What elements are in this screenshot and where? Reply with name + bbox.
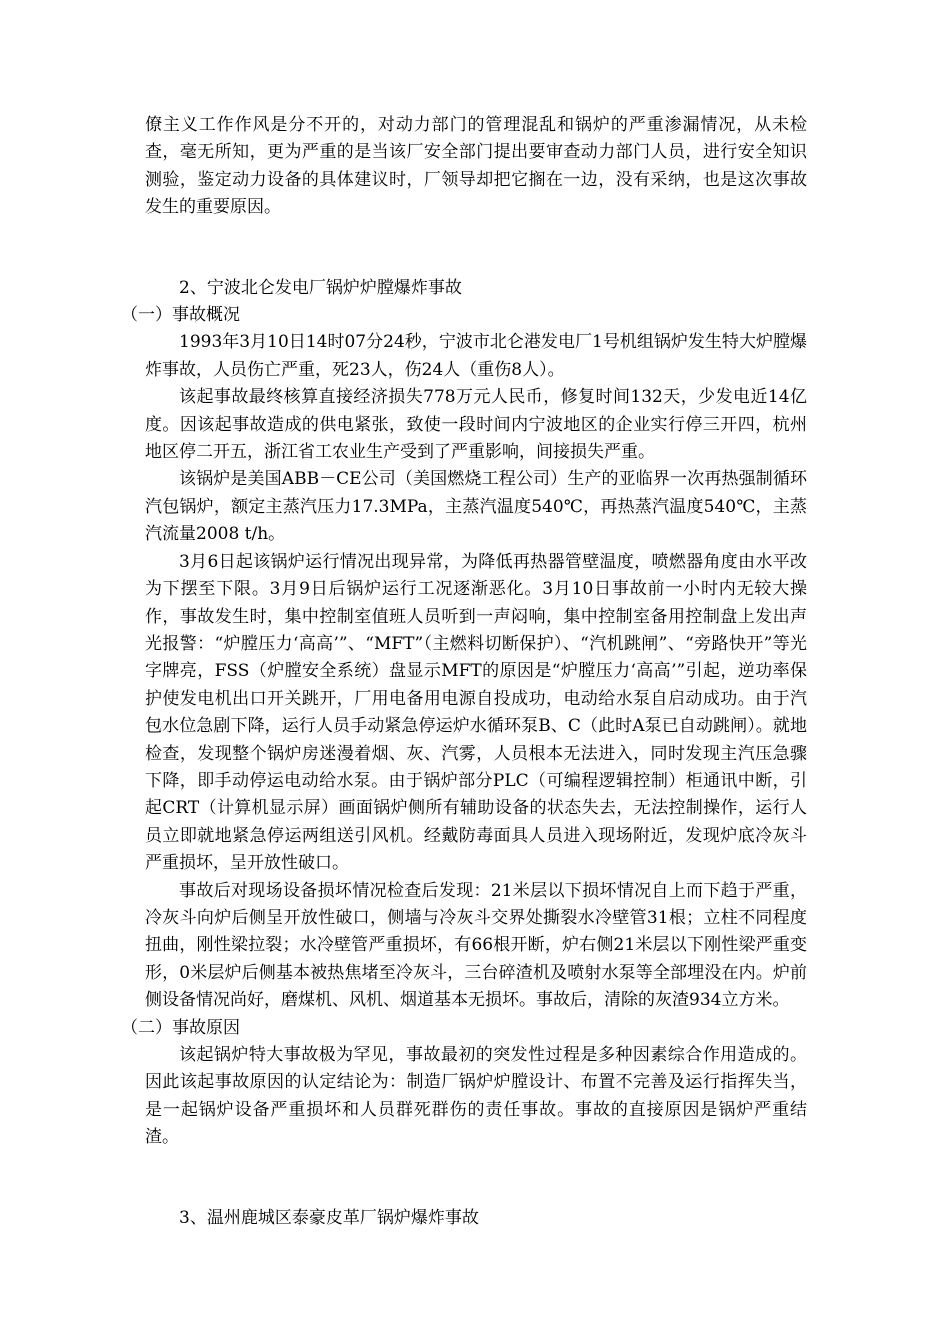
section-spacer [145,1152,807,1205]
intro-paragraph: 僚主义工作作风是分不开的，对动力部门的管理混乱和锅炉的严重渗漏情况，从未检查，毫无所知，更为严重的是当该厂安全部门提出要审查动力部门人员，进行安全知识测验，鉴定动力设备的具体建议时，厂领导却把它搁在一边，没有采纳，也是这次事故发生的重要原因。 [145,115,807,218]
paragraph-boiler-spec: 该锅炉是美国ABB－CE公司（美国燃烧工程公司）生产的亚临界一次再热强制循环汽包锅炉，额定主蒸汽压力17.3MPa，主蒸汽温度540℃，再热蒸汽温度540℃，主蒸汽流量2008 t/h。 [145,469,807,545]
paragraph-economic-loss: 该起事故最终核算直接经济损失778万元人民币，修复时间132天，少发电近14亿度。因该起事故造成的供电紧张，致使一段时间内宁波地区的企业实行停三开四，杭州地区停二开五，浙江省工农业生产受到了严重影响，间接损失严重。 [145,387,807,463]
section-spacer [145,222,807,275]
paragraph-accident-process: 3月6日起该锅炉运行情况出现异常，为降低再热器管壁温度，喷燃器角度由水平改为下摆至下限。3月9日后锅炉运行工况逐渐恶化。3月10日事故前一小时内无较大操作，事故发生时，集中控制室值班人员听到一声闷响，集中控制室备用控制盘上发出声光报警：“炉膛压力‘高高’”、“MFT”（主燃料切断保护）、“汽机跳闸”、“旁路快开”等光字牌亮，FSS（炉膛安全系统）盘显示MFT的原因是“炉膛压力‘高高’”引起，逆功率保护使发电机出口开关跳开，厂用电备用电源自投成功，电动给水泵自启动成功。由于汽包水位急剧下降，运行人员手动紧急停运炉水循环泵B、C（此时A泵已自动跳闸）。就地检查，发现整个锅炉房迷漫着烟、灰、汽雾，人员根本无法进入，同时发现主汽压急骤下降，即手动停运电动给水泵。由于锅炉部分PLC（可编程逻辑控制）柜通讯中断，引起CRT（计算机显示屏）画面锅炉侧所有辅助设备的状态失去，无法控制操作，运行人员立即就地紧急停运两组送引风机。经戴防毒面具人员进入现场附近，发现炉底冷灰斗严重损坏，呈开放性破口。 [145,551,807,874]
section-heading-3: 3、温州鹿城区泰豪皮革厂锅炉爆炸事故 [179,1207,479,1228]
subsection-heading-overview: （一）事故概况 [121,305,240,326]
section-heading-2: 2、宁波北仑发电厂锅炉炉膛爆炸事故 [179,277,462,298]
paragraph-accident-time: 1993年3月10日14时07分24秒，宁波市北仑港发电厂1号机组锅炉发生特大炉膛爆炸事故，人员伤亡严重，死23人，伤24人（重伤8人）。 [145,332,807,380]
document-page [121,112,807,1232]
paragraph-accident-cause: 该起锅炉特大事故极为罕见，事故最初的突发性过程是多种因素综合作用造成的。因此该起事故原因的认定结论为：制造厂锅炉炉膛设计、布置不完善及运行指挥失当，是一起锅炉设备严重损坏和人员群死群伤的责任事故。事故的直接原因是锅炉严重结渣。 [145,1045,807,1148]
subsection-heading-cause: （二）事故原因 [121,1017,240,1038]
paragraph-damage-inspection: 事故后对现场设备损坏情况检查后发现：21米层以下损坏情况自上而下趋于严重，冷灰斗向炉后侧呈开放性破口，侧墙与冷灰斗交界处撕裂水冷壁管31根；立柱不同程度扭曲，刚性梁拉裂；水冷壁管严重损坏，有66根开断，炉右侧21米层以下刚性梁严重变形，0米层炉后侧基本被热焦堵至冷灰斗，三台碎渣机及喷射水泵等全部埋没在内。炉前侧设备情况尚好，磨煤机、风机、烟道基本无损坏。事故后，清除的灰渣934立方米。 [145,880,807,1011]
